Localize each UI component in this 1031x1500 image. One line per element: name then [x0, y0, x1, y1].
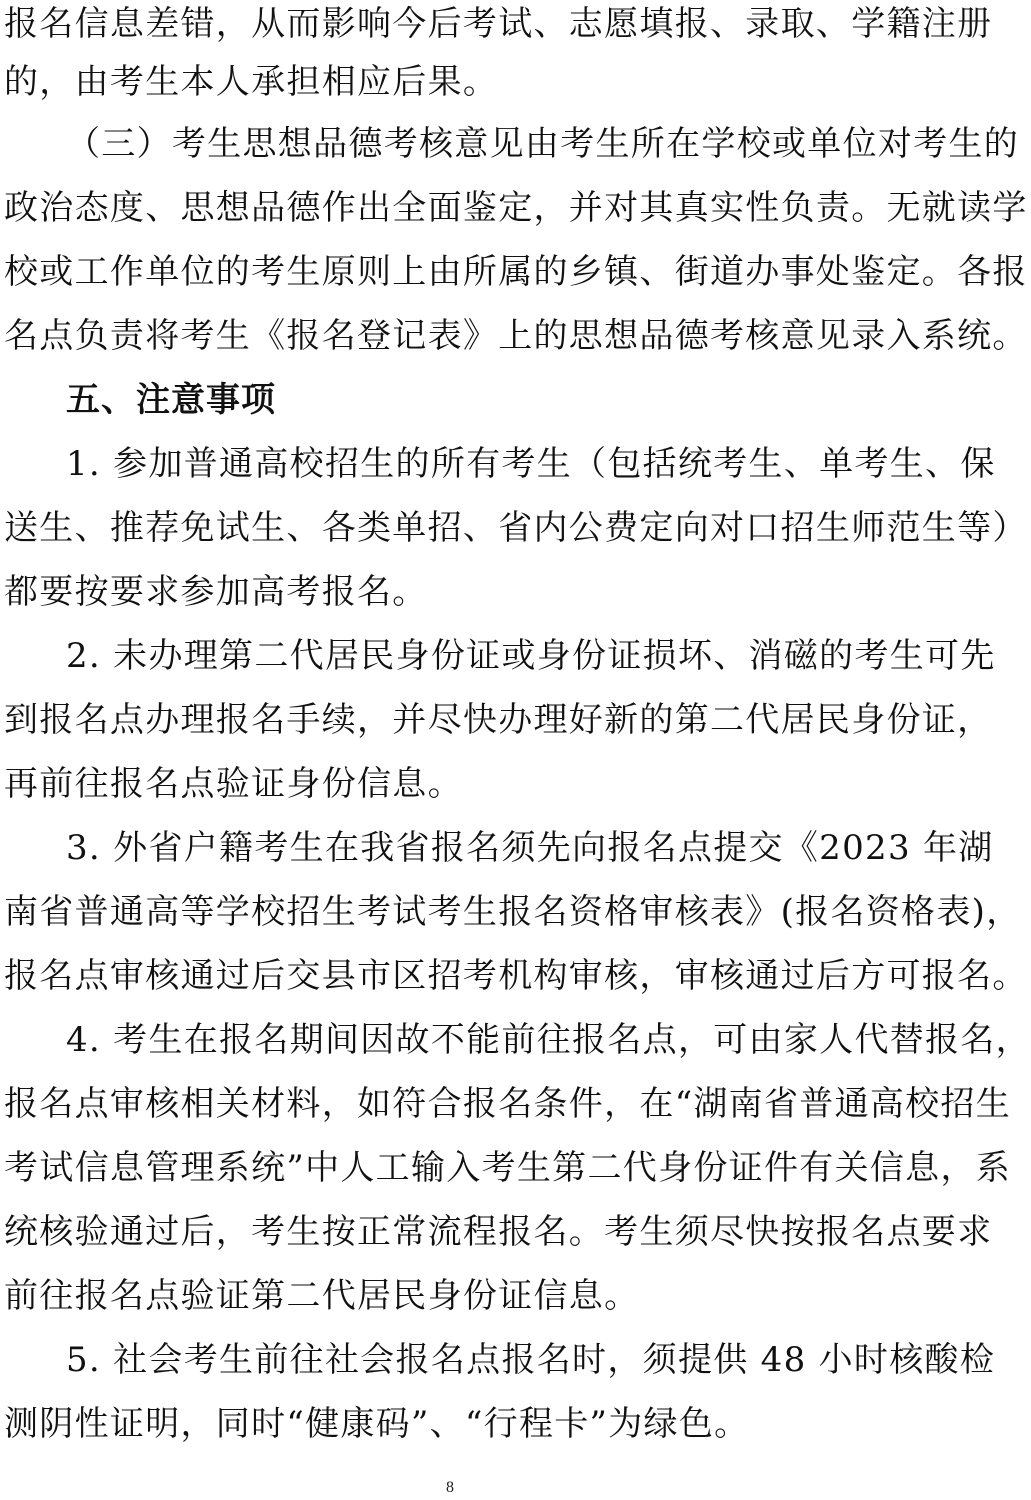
list-item-line: 2. 未办理第二代居民身份证或身份证损坏、消磁的考生可先 [66, 636, 996, 676]
paragraph-line: 校或工作单位的考生原则上由所属的乡镇、街道办事处鉴定。各报 [4, 252, 1028, 292]
paragraph-line: （三）考生思想品德考核意见由考生所在学校或单位对考生的 [66, 124, 1020, 164]
list-item-line: 南省普通高等学校招生考试考生报名资格审核表》(报名资格表)， [4, 892, 1022, 932]
list-item-line: 4. 考生在报名期间因故不能前往报名点，可由家人代替报名， [66, 1020, 1031, 1060]
paragraph-line: 名点负责将考生《报名登记表》上的思想品德考核意见录入系统。 [4, 316, 1028, 356]
list-item-line: 5. 社会考生前往社会报名点报名时，须提供 48 小时核酸检 [66, 1340, 996, 1380]
list-item-line: 1. 参加普通高校招生的所有考生（包括统考生、单考生、保 [66, 444, 996, 484]
paragraph-line: 的，由考生本人承担相应后果。 [4, 62, 499, 102]
list-item-line: 测阴性证明，同时“健康码”、“行程卡”为绿色。 [4, 1404, 750, 1444]
list-item-line: 前往报名点验证第二代居民身份证信息。 [4, 1276, 640, 1316]
paragraph-line: 政治态度、思想品德作出全面鉴定，并对其真实性负责。无就读学 [4, 188, 1028, 228]
list-item-line: 到报名点办理报名手续，并尽快办理好新的第二代居民身份证， [4, 700, 993, 740]
section-heading: 五、注意事项 [66, 380, 276, 420]
list-item-line: 再前往报名点验证身份信息。 [4, 764, 463, 804]
paragraph-line: 报名信息差错，从而影响今后考试、志愿填报、录取、学籍注册 [4, 4, 993, 44]
list-item-line: 考试信息管理系统”中人工输入考生第二代身份证件有关信息，系 [4, 1148, 1012, 1188]
list-item-line: 3. 外省户籍考生在我省报名须先向报名点提交《2023 年湖 [66, 828, 994, 868]
list-item-line: 都要按要求参加高考报名。 [4, 572, 428, 612]
list-item-line: 送生、推荐免试生、各类单招、省内公费定向对口招生师范生等） [4, 508, 1028, 548]
list-item-line: 报名点审核通过后交县市区招考机构审核，审核通过后方可报名。 [4, 956, 1028, 996]
page-number: 8 [446, 1479, 454, 1496]
list-item-line: 报名点审核相关材料，如符合报名条件，在“湖南省普通高校招生 [4, 1084, 1012, 1124]
list-item-line: 统核验通过后，考生按正常流程报名。考生须尽快按报名点要求 [4, 1212, 993, 1252]
